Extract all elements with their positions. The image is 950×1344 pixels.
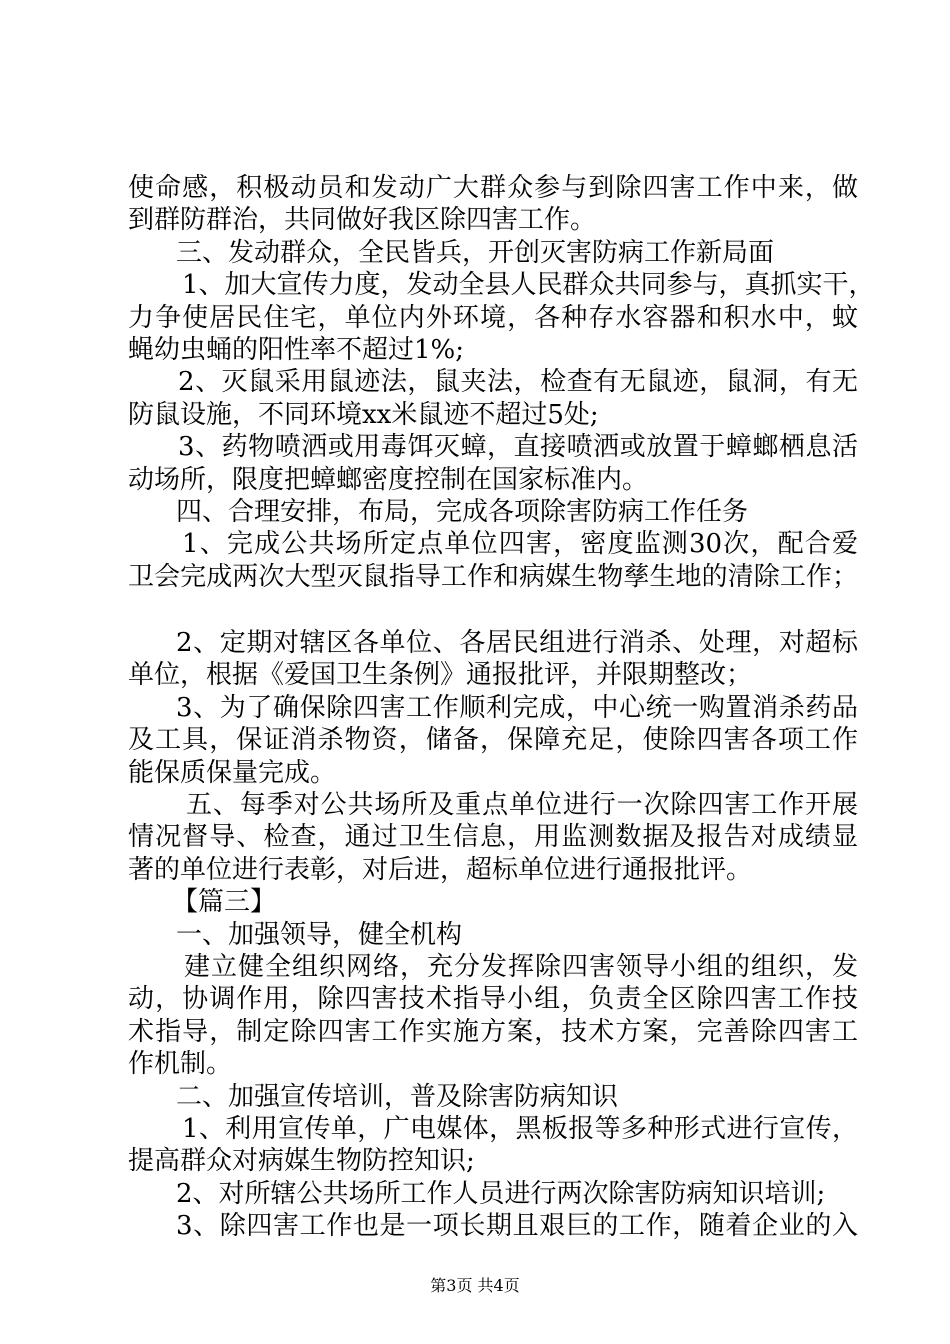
text-line: 三、发动群众，全民皆兵，开创灭害防病工作新局面 — [176, 237, 775, 268]
text-line: 1、完成公共场所定点单位四害，密度监测30次，配合爱 — [182, 529, 858, 560]
text-line: 1、加大宣传力度，发动全县人民群众共同参与，真抓实干， — [182, 270, 875, 301]
text-line: 2、灭鼠采用鼠迹法，鼠夹法，检查有无鼠迹，鼠洞，有无 — [178, 367, 858, 398]
text-line: 蝇幼虫蛹的阳性率不超过1%; — [128, 334, 465, 365]
text-line: 防鼠设施，不同环境xx米鼠迹不超过5处; — [128, 399, 599, 430]
text-line: 动，协调作用，除四害技术指导小组，负责全区除四害工作技 — [128, 984, 858, 1015]
text-line: 四、合理安排，布局，完成各项除害防病工作任务 — [176, 496, 749, 527]
text-line: 二、加强宣传培训，普及除害防病知识 — [176, 1081, 619, 1112]
text-line: 3、药物喷洒或用毒饵灭蟑，直接喷洒或放置于蟑螂栖息活 — [178, 432, 858, 463]
text-line: 动场所，限度把蟑螂密度控制在国家标准内。 — [128, 464, 649, 495]
text-line: 作机制。 — [128, 1049, 233, 1080]
text-line: 3、为了确保除四害工作顺利完成，中心统一购置消杀药品 — [176, 692, 858, 723]
text-line: 2、对所辖公共场所工作人员进行两次除害防病知识培训; — [176, 1178, 826, 1209]
text-line: 著的单位进行表彰，对后进，超标单位进行通报批评。 — [128, 854, 753, 885]
text-line: 1、利用宣传单，广电媒体，黑板报等多种形式进行宣传， — [182, 1113, 858, 1144]
text-line: 提高群众对病媒生物防控知识; — [128, 1146, 475, 1177]
text-line: 【篇三】 — [172, 887, 277, 918]
document-body — [128, 172, 875, 1243]
text-line: 单位，根据《爱国卫生条例》通报批评，并限期整改； — [128, 660, 753, 691]
text-line: 力争使居民住宅，单位内外环境，各种存水容器和积水中，蚊 — [128, 302, 858, 333]
text-line: 使命感，积极动员和发动广大群众参与到除四害工作中来，做 — [128, 173, 858, 203]
text-line: 五、每季对公共场所及重点单位进行一次除四害工作开展 — [186, 790, 858, 821]
page-footer — [0, 1276, 950, 1296]
text-line: 及工具，保证消杀物资，储备，保障充足，使除四害各项工作 — [128, 725, 858, 756]
blank-line — [128, 593, 858, 627]
text-line: 术指导，制定除四害工作实施方案，技术方案，完善除四害工 — [128, 1016, 858, 1047]
text-line: 3、除四害工作也是一项长期且艰巨的工作，随着企业的入 — [176, 1211, 858, 1242]
text-line: 卫会完成两次大型灭鼠指导工作和病媒生物孳生地的清除工作； — [128, 561, 858, 592]
text-line: 2、定期对辖区各单位、各居民组进行消杀、处理，对超标 — [176, 628, 858, 659]
text-line: 一、加强领导，健全机构 — [176, 919, 463, 950]
text-line: 情况督导、检查，通过卫生信息，用监测数据及报告对成绩显 — [128, 822, 858, 853]
text-line: 能保质保量完成。 — [128, 757, 337, 788]
page-number: 第3页 共4页 — [430, 1276, 520, 1295]
text-line: 建立健全组织网络，充分发挥除四害领导小组的组织，发 — [184, 951, 858, 982]
text-line: 到群防群治，共同做好我区除四害工作。 — [128, 205, 597, 236]
